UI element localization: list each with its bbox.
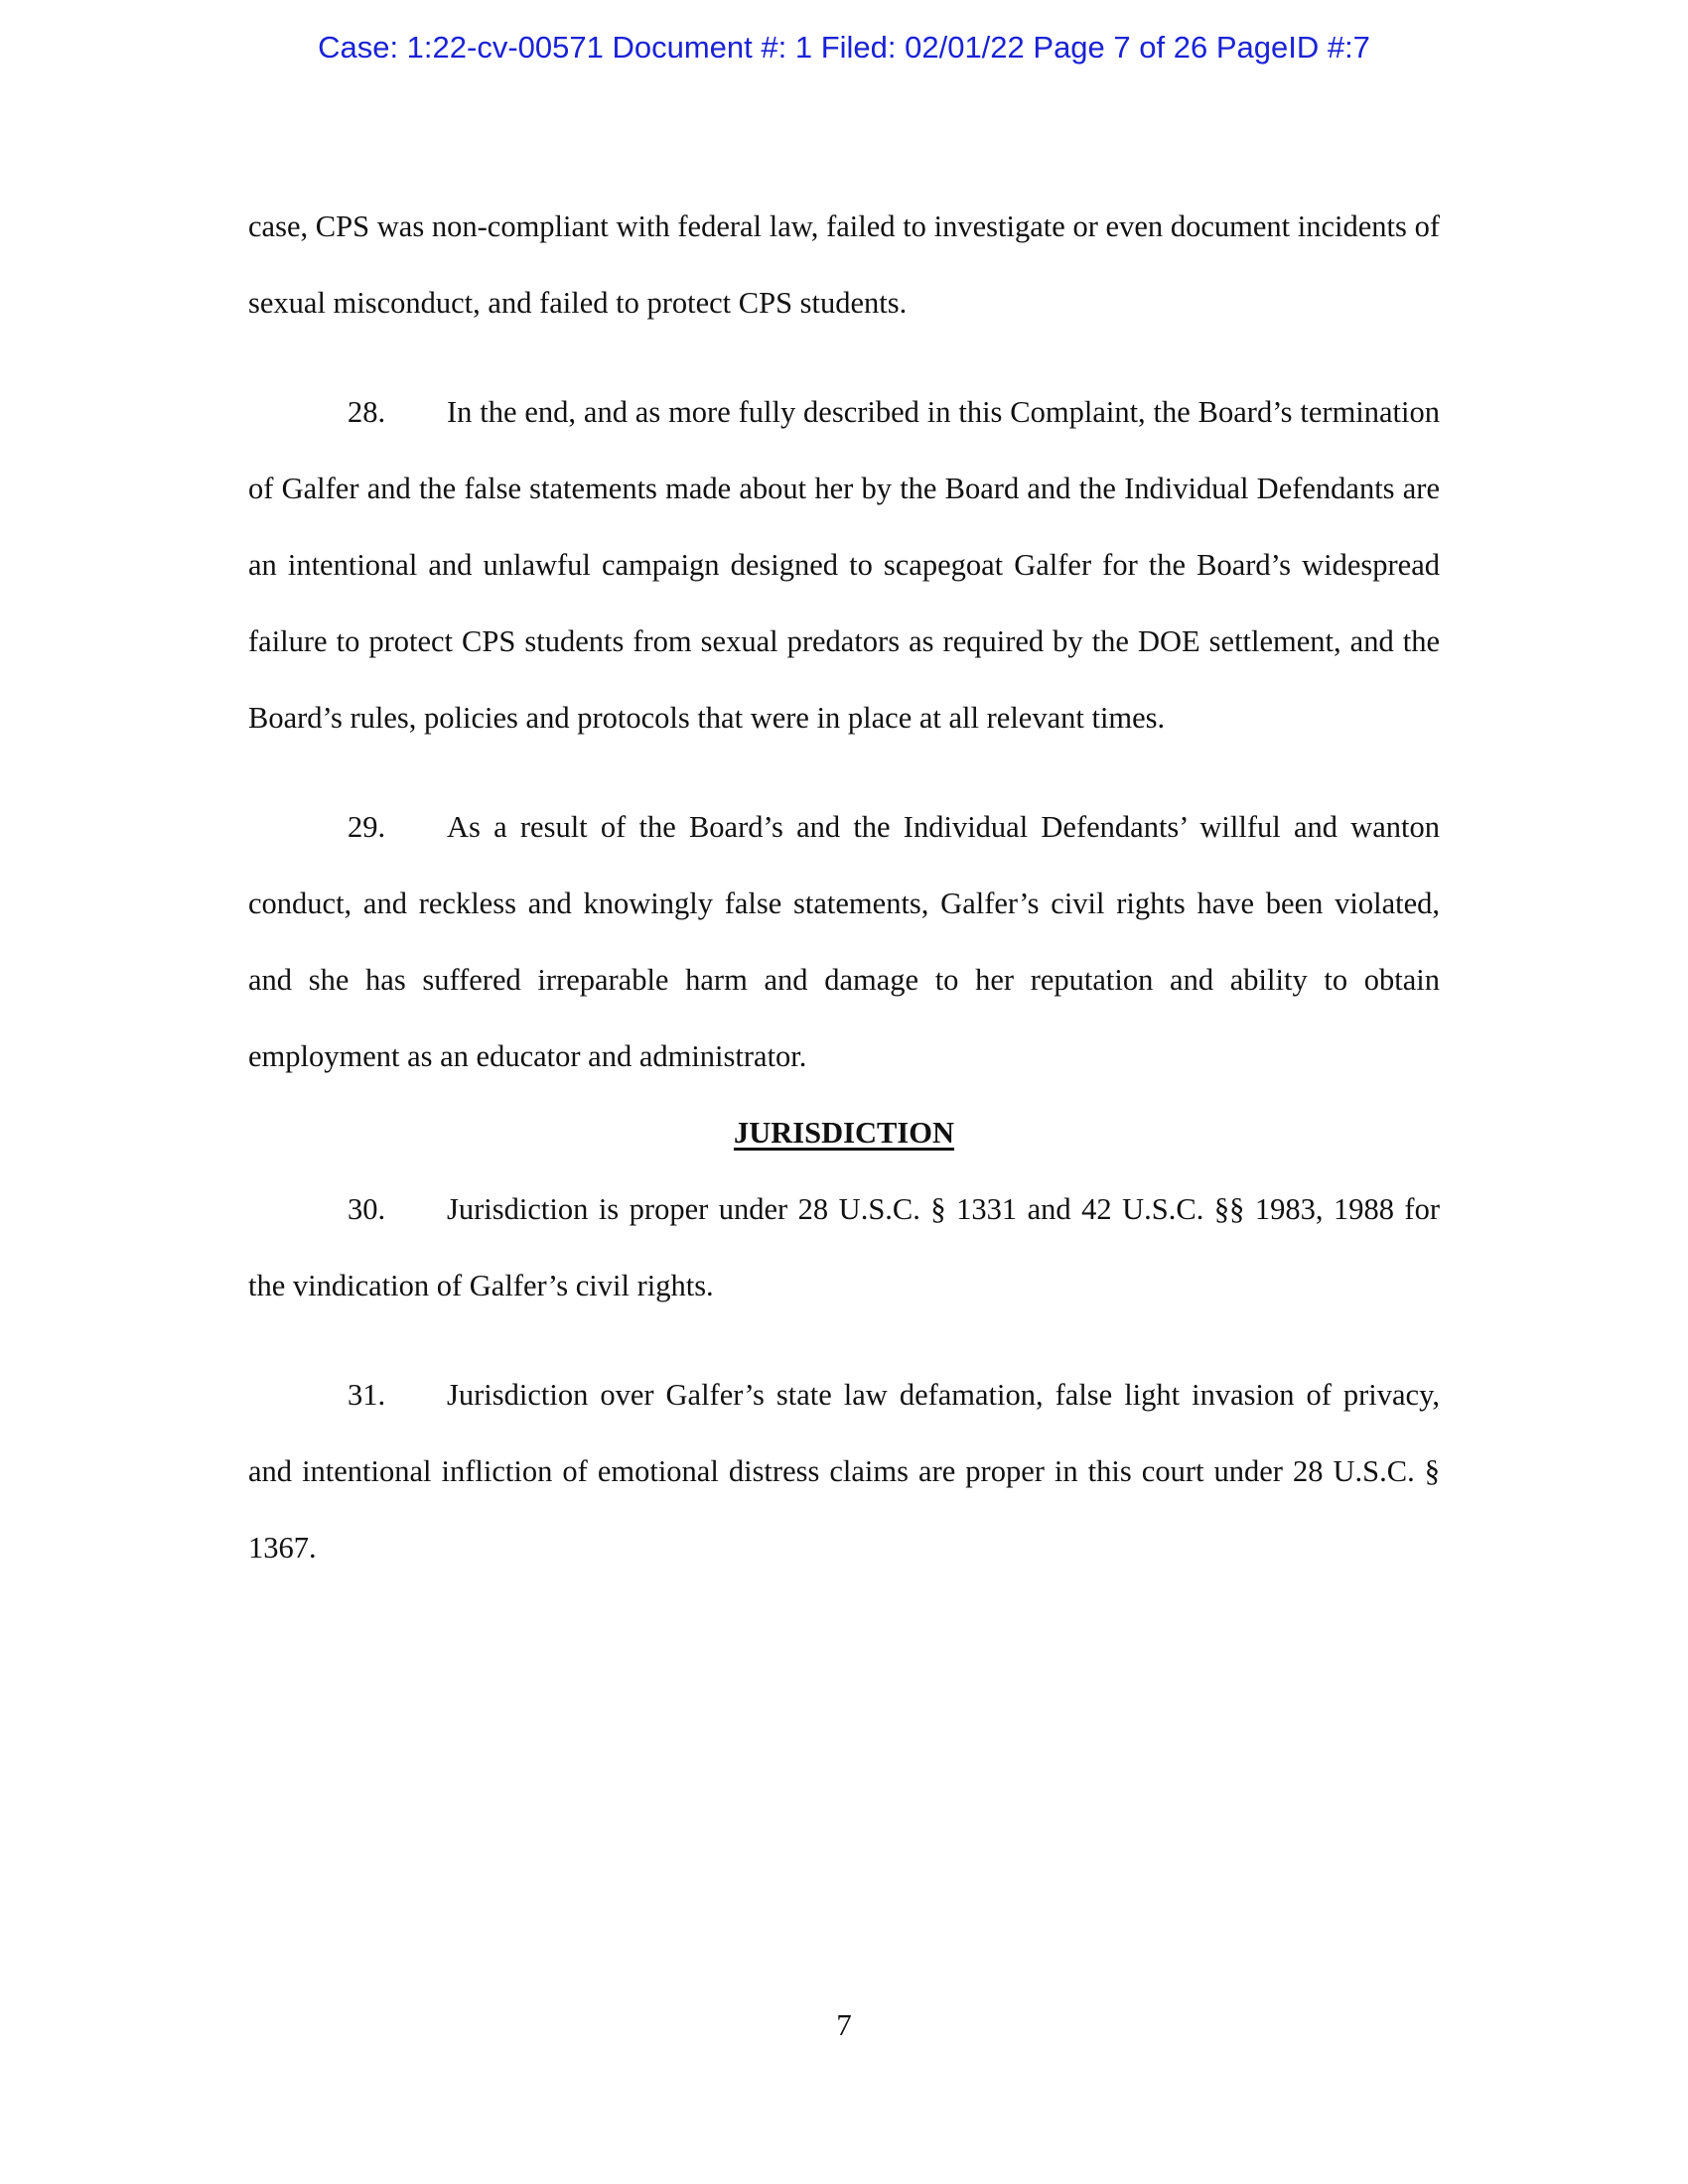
paragraph-31	[248, 1357, 1440, 1586]
paragraph-text: Jurisdiction over Galfer’s state law defamation, false light invasion of privacy, and intentional infliction of emotional distress claims are proper in this court under 28 U.S.C. § 1367.	[248, 1378, 1440, 1565]
section-heading-jurisdiction: JURISDICTION	[733, 1116, 955, 1150]
paragraph-text: As a result of the Board’s and the Individual Defendants’ willful and wanton conduct, and reckless and knowingly false statements, Galfer’s civil rights have been violated, and she has suffered irreparable harm and damage to her reputation and ability to obtain employment as an educator and administrator.	[248, 810, 1440, 1073]
paragraph-text: In the end, and as more fully described in this Complaint, the Board’s termination of Galfer and the false statements made about her by the Board and the Individual Defendants are an intentional and unlawful campaign designed to scapegoat Galfer for the Board’s widespread failure to protect CPS students from sexual predators as required by the DOE settlement, and the Board’s rules, policies and protocols that were in place at all relevant times.	[248, 395, 1440, 735]
paragraph-number: 30.	[348, 1192, 386, 1226]
paragraph-text: Jurisdiction is proper under 28 U.S.C. § 1331 and 42 U.S.C. §§ 1983, 1988 for the vindication of Galfer’s civil rights.	[248, 1192, 1440, 1302]
paragraph-number: 31.	[348, 1378, 386, 1412]
paragraph-29	[248, 789, 1440, 1095]
paragraph-number: 29.	[348, 810, 386, 844]
document-body	[248, 189, 1440, 1586]
paragraph-30	[248, 1171, 1440, 1324]
page-number: 7	[836, 2007, 852, 2042]
case-filing-header: Case: 1:22-cv-00571 Document #: 1 Filed: 02/01/22 Page 7 of 26 PageID #:7	[318, 30, 1370, 65]
paragraph-number: 28.	[348, 395, 386, 429]
paragraph-28	[248, 374, 1440, 756]
paragraph-27-continuation: case, CPS was non-compliant with federal law, failed to investigate or even document incidents of sexual misconduct, and failed to protect CPS students.	[248, 209, 1440, 320]
